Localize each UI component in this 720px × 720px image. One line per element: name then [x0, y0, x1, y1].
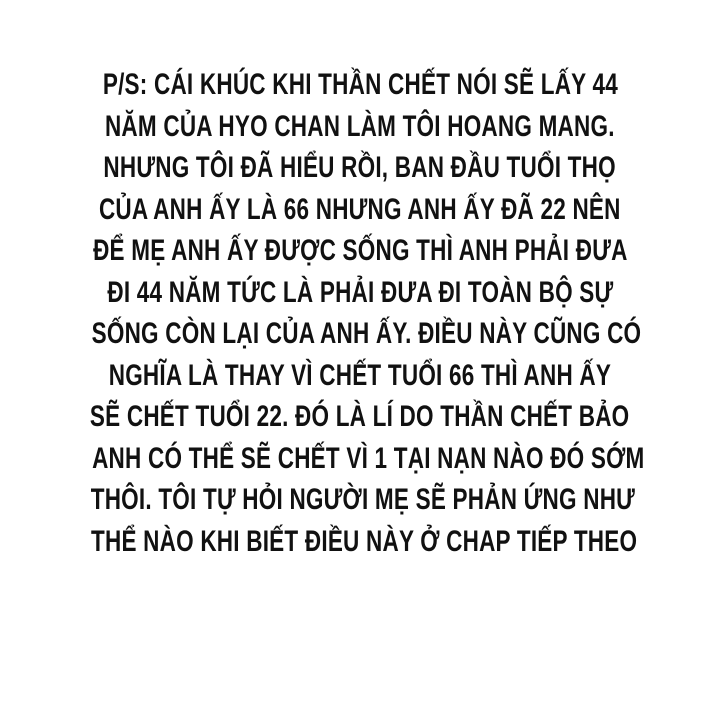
note-line-12: THỂ NÀO KHI BIẾT ĐIỀU NÀY Ở CHAP TIẾP THEO	[91, 524, 638, 558]
note-line-6: ĐI 44 NĂM TỨC LÀ PHẢI ĐƯA ĐI TOÀN BỘ SỰ	[106, 275, 614, 309]
note-line-7: SỐNG CÒN LẠI CỦA ANH ẤY. ĐIỀU NÀY CŨNG CÓ	[91, 317, 642, 350]
note-line-11: THÔI. TÔI TỰ HỎI NGƯỜI MẸ SẼ PHẢN ỨNG NHƯ	[90, 483, 636, 516]
note-line-10: ANH CÓ THỂ SẼ CHẾT VÌ 1 TẠI NẠN NÀO ĐÓ SỚM	[92, 441, 645, 475]
note-line-2: NĂM CỦA HYO CHAN LÀM TÔI HOANG MANG.	[105, 109, 615, 143]
note-line-4: CỦA ANH ẤY LÀ 66 NHƯNG ANH ẤY ĐÃ 22 NÊN	[99, 192, 621, 226]
note-line-3: NHƯNG TÔI ĐÃ HIỂU RỒI, BAN ĐẦU TUỔI THỌ	[103, 151, 617, 184]
note-line-1: P/S: CÁI KHÚC KHI THẦN CHẾT NÓI SẼ LẤY 44	[102, 68, 618, 101]
note-line-9: SẼ CHẾT TUỔI 22. ĐÓ LÀ LÍ DO THẦN CHẾT BẢO	[90, 400, 630, 433]
note-line-5: ĐỂ MẸ ANH ẤY ĐƯỢC SỐNG THÌ ANH PHẢI ĐƯA	[92, 234, 628, 267]
translator-note	[0, 64, 720, 562]
note-line-8: NGHĨA LÀ THAY VÌ CHẾT TUỔI 66 THÌ ANH ẤY	[108, 358, 612, 392]
